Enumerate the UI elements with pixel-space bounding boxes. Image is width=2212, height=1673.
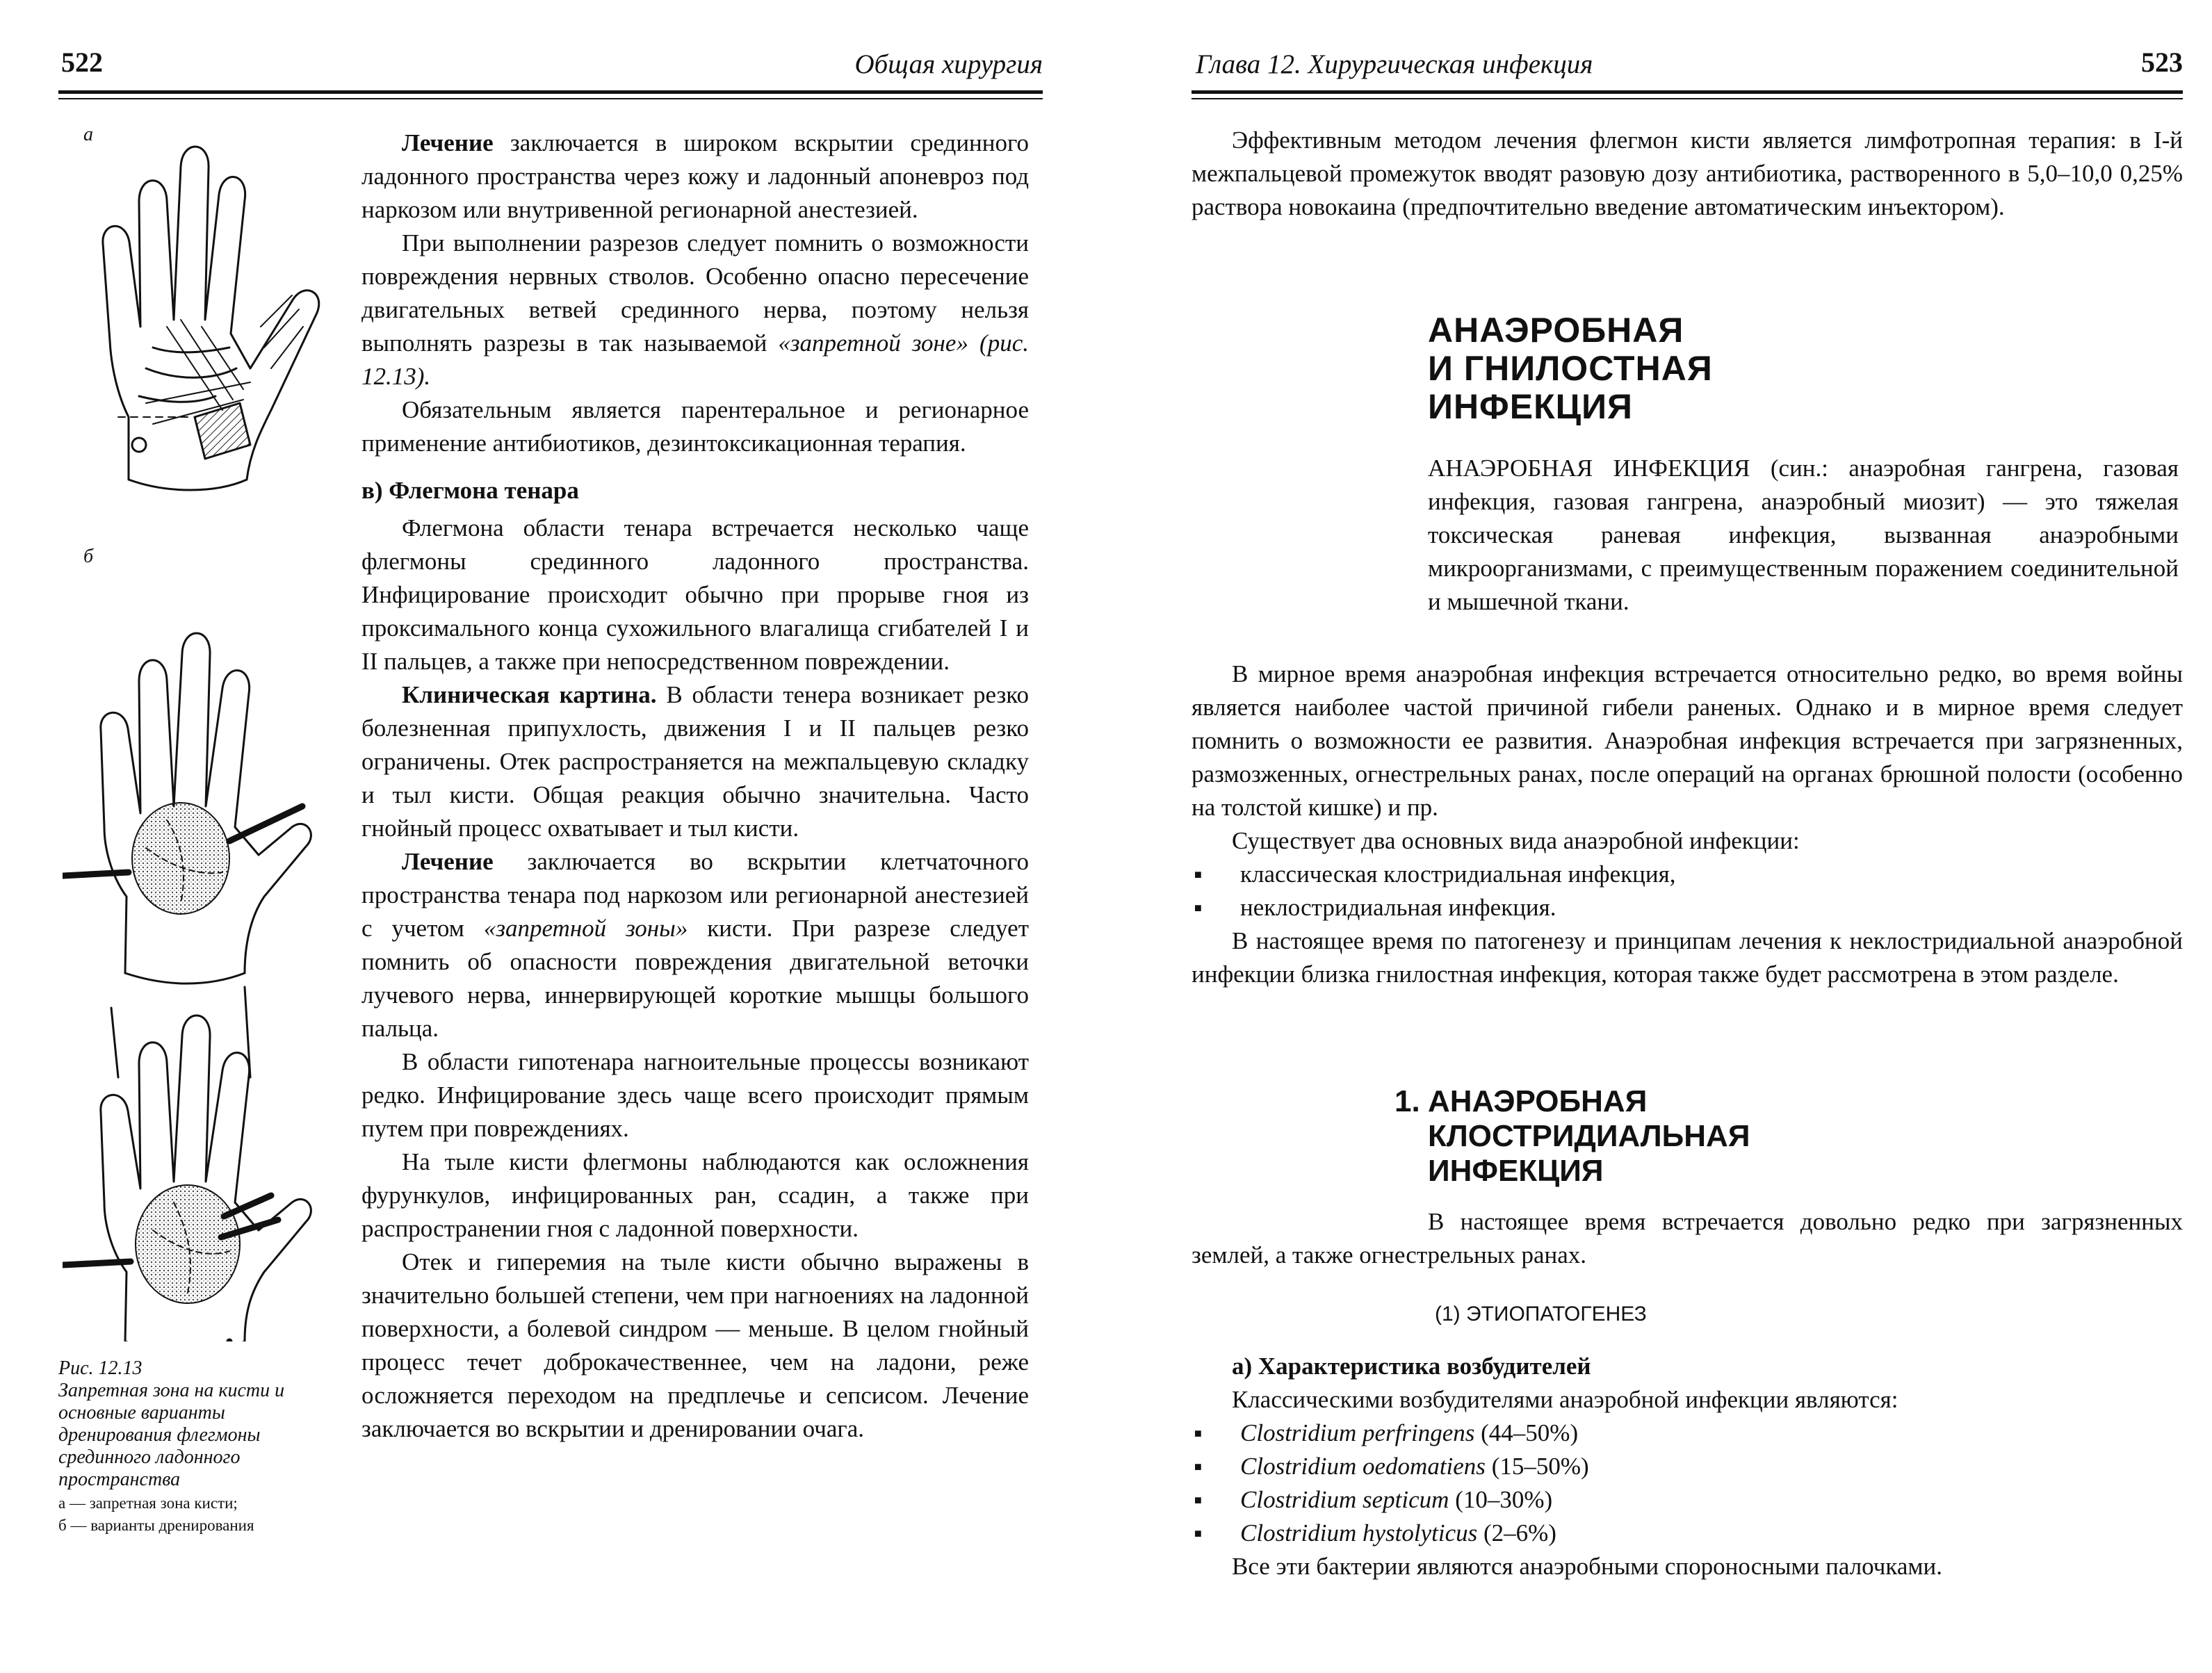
paragraph: Все эти бактерии являются анаэробными спороносными палочками.: [1232, 1553, 1942, 1580]
list-item: ■ неклостридиальная инфекция.: [1192, 891, 2183, 924]
paragraph: В области гипотенара нагноительные процессы возникают редко. Инфицирование здесь чаще всего происходит прямым путем при повреждениях.: [361, 1048, 1029, 1142]
subsection-number: 1.: [1394, 1084, 1420, 1118]
definition-block: [1428, 452, 2179, 619]
paragraph: [361, 127, 1029, 227]
paragraph-text: При выполнении разрезов следует помнить о возможности повреждения нервных стволов. Особенно опасно пересечение двигательных ветвей срединного нерва, поэтому нельзя выполнять разрезы в так называемой: [361, 229, 1029, 357]
run-in-heading: Лечение: [402, 848, 494, 875]
infection-types-list: [1192, 858, 2183, 924]
list-item: [1192, 1483, 2183, 1517]
paragraph: На тыле кисти флегмоны наблюдаются как осложнения фурункулов, инфицированных ран, ссадин, а также при распространении гноя с ладонной поверхности.: [361, 1148, 1029, 1242]
paragraph: Эффективным методом лечения флегмон кисти является лимфотропная терапия: в I-й межпальцевой промежуток вводят разовую дозу антибиотика, растворенного в 5,0–10,0 0,25% раствора новокаина (предпочтительно введение автоматическим инъектором).: [1192, 127, 2183, 220]
paragraph-text: заключается в широком вскрытии срединного ладонного пространства через кожу и ладонный апоневроз под наркозом или внутривенной регионарной анестезией.: [361, 129, 1029, 223]
right-page: [1168, 0, 2211, 1673]
paragraph-text: заключается во вскрытии клетчаточного пространства тенара под наркозом или регионарной анестезией с учетом: [361, 848, 1029, 942]
subsection-title-line: ИНФЕКЦИЯ: [1428, 1154, 1604, 1188]
section-title: [1428, 311, 1713, 426]
hand-a-drawing: [103, 147, 319, 490]
pathogen-name: Clostridium perfringens: [1240, 1419, 1475, 1446]
pathogen-name: Clostridium oedomatiens: [1240, 1453, 1486, 1480]
section-title-line: И ГНИЛОСТНАЯ: [1428, 349, 1713, 388]
run-in-heading: Клиническая картина.: [402, 681, 657, 708]
etiopathogenesis-heading: (1) ЭТИОПАТОГЕНЕЗ: [1435, 1303, 1647, 1325]
figure-legend-b: б — варианты дренирования: [58, 1517, 254, 1534]
pathogens-list: [1192, 1417, 2183, 1550]
list-item: [1192, 1417, 2183, 1450]
header-rule: [58, 90, 1043, 94]
paragraph: [361, 227, 1029, 393]
list-item: [1192, 1517, 2183, 1550]
list-item: ■ классическая клостридиальная инфекция,: [1192, 858, 2183, 891]
page-number: 522: [61, 47, 103, 78]
paragraph: Обязательным является парентеральное и регионарное применение антибиотиков, дезинтоксикационная терапия.: [361, 396, 1029, 457]
paragraph-text: кисти. При разрезе следует помнить об опасности повреждения двигательной веточки лучевого нерва, иннервирующей короткие мышцы большого пальца.: [361, 915, 1029, 1042]
section-title-line: АНАЭРОБНАЯ: [1428, 311, 1684, 350]
pathogen-share: (44–50%): [1474, 1419, 1579, 1446]
header-rule-thin: [58, 98, 1043, 99]
running-head: Глава 12. Хирургическая инфекция: [1196, 49, 1593, 79]
paragraph-text: В области тенера возникает резко болезненная припухлость, движения I и II пальцев резко ограничены. Отек распространяется на межпальцевую складку и тыл кисти. Общая реакция обычно значительна. Часто гнойный процесс охватывает и тыл кисти.: [361, 681, 1029, 842]
left-text-column: [361, 127, 1029, 1446]
pathogen-name: Clostridium septicum: [1240, 1486, 1449, 1513]
hand-c-drawing: [63, 1015, 311, 1341]
list-item: [1192, 1450, 2183, 1483]
left-page: [0, 0, 1071, 1673]
italic-term: «запретной зоны»: [483, 915, 688, 942]
hand-b-drawing: [63, 633, 311, 1077]
run-in-heading: Лечение: [402, 129, 494, 156]
figure-legend-a: а — запретная зона кисти;: [58, 1494, 238, 1512]
intro-paragraph-block: [1192, 124, 2183, 224]
paragraph: В настоящее время по патогенезу и принципам лечения к неклостридиальной анаэробной инфекции близка гнилостная инфекция, которая также будет рассмотрена в этом разделе.: [1192, 927, 2183, 988]
paragraph: Существует два основных вида анаэробной инфекции:: [1232, 827, 1800, 854]
header-rule: [1192, 90, 2183, 94]
running-head: Общая хирургия: [854, 49, 1043, 79]
pathogen-share: (15–50%): [1485, 1453, 1589, 1480]
figure-label-b: б: [83, 546, 94, 567]
paragraph: [361, 845, 1029, 1045]
pathogen-share: (2–6%): [1477, 1519, 1556, 1546]
paragraph: В мирное время анаэробная инфекция встречается относительно редко, во время войны является наиболее частой причиной гибели раненых. Однако и в мирное время следует помнить о возможности ее развития. Анаэробная инфекция встречается при загрязненных, размозженных, огнестрельных ранах, после операций на органах брюшной полости (особенно на толстой кишке) и пр.: [1192, 660, 2183, 821]
definition-paragraph: АНАЭРОБНАЯ ИНФЕКЦИЯ (син.: анаэробная гангрена, газовая инфекция, газовая гангрена, анаэробный миозит) — это тяжелая токсическая раневая инфекция, вызванная анаэробными микроорганизмами, с преимущественным поражением соединительной и мышечной ткани.: [1428, 455, 2179, 615]
figure-caption-text: Запретная зона на кисти и основные варианты дренирования флегмоны срединного ладонного пространства: [58, 1380, 285, 1490]
figure-reference: «запретной зоне» (рис. 12.13).: [361, 329, 1029, 390]
subheading: а) Характеристика возбудителей: [1232, 1353, 1591, 1380]
subsection-title-line: КЛОСТРИДИАЛЬНАЯ: [1428, 1119, 1750, 1153]
subsection-paragraph-block: [1192, 1205, 2183, 1272]
figure-caption: [58, 1357, 336, 1535]
paragraph: [361, 678, 1029, 845]
subheading: в) Флегмона тенара: [361, 477, 579, 504]
figure-label-a: а: [83, 124, 93, 145]
hand-illustrations: [63, 118, 361, 1341]
subsection-title: [1428, 1084, 1750, 1189]
main-text-block: [1192, 658, 2183, 991]
pathogens-block: [1192, 1350, 2183, 1583]
subsection-title-line: АНАЭРОБНАЯ: [1428, 1084, 1648, 1118]
page-number: 523: [2141, 47, 2183, 78]
paragraph: Флегмона области тенара встречается несколько чаще флегмоны срединного ладонного пространства. Инфицирование происходит обычно при прорыве гноя из проксимального конца сухожильного влагалища сгибателей I и II пальцев, а также при непосредственном повреждении.: [361, 514, 1029, 675]
header-rule-thin: [1192, 98, 2183, 99]
pathogen-share: (10–30%): [1449, 1486, 1553, 1513]
pathogen-name: Clostridium hystolyticus: [1240, 1519, 1478, 1546]
section-title-line: ИНФЕКЦИЯ: [1428, 387, 1633, 426]
paragraph: В настоящее время встречается довольно редко при загрязненных землей, а также огнестрельных ранах.: [1192, 1208, 2183, 1268]
figure-caption-title: Рис. 12.13: [58, 1357, 143, 1379]
paragraph: Отек и гиперемия на тыле кисти обычно выражены в значительно большей степени, чем при нагноениях на ладонной поверхности, а болевой синдром — меньше. В целом гнойный процесс течет доброкачественнее, чем на ладони, реже осложняется переходом на предплечье и сепсисом. Лечение заключается во вскрытии и дренировании очага.: [361, 1248, 1029, 1442]
paragraph: Классическими возбудителями анаэробной инфекции являются:: [1232, 1386, 1898, 1413]
